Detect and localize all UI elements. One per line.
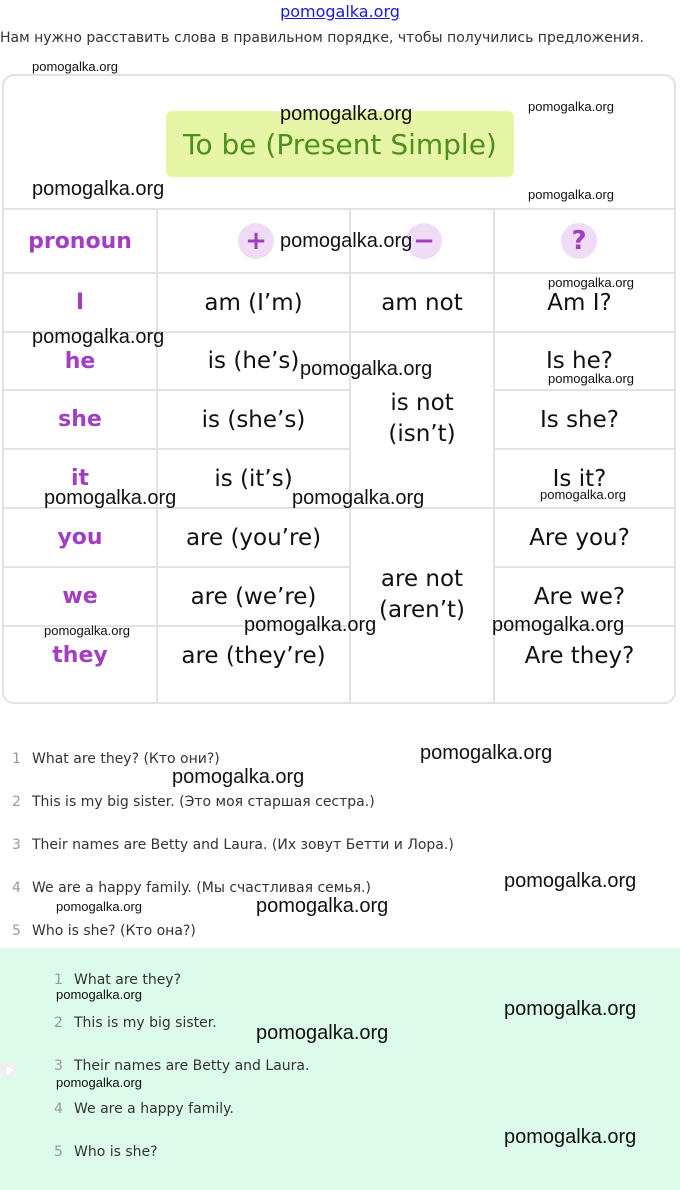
item-text: We are a happy family. (Мы счастливая семья.) xyxy=(32,880,371,896)
exercise-item xyxy=(12,880,371,896)
watermark: pomogalka.org xyxy=(540,487,626,502)
watermark: pomogalka.org xyxy=(32,59,118,74)
pronoun-cell: it xyxy=(70,466,90,491)
watermark: pomogalka.org xyxy=(32,178,165,200)
item-number: 1 xyxy=(54,972,63,988)
affirmative-cell: are (we’re) xyxy=(190,583,317,610)
watermark: pomogalka.org xyxy=(504,998,637,1020)
item-text: Who is she? (Кто она?) xyxy=(32,923,196,939)
watermark: pomogalka.org xyxy=(504,870,637,892)
watermark: pomogalka.org xyxy=(44,623,130,638)
negative-text: are not xyxy=(380,566,464,592)
item-number: 5 xyxy=(54,1144,63,1160)
exercise-item xyxy=(12,923,196,939)
negative-cell: am not xyxy=(381,289,463,316)
item-number: 4 xyxy=(54,1101,63,1117)
affirmative-cell: is (it’s) xyxy=(214,465,293,492)
answer-item xyxy=(54,1101,234,1117)
question-cell: Is she? xyxy=(540,406,619,433)
task-instruction: Нам нужно расставить слова в правильном порядке, чтобы получились предложения. xyxy=(0,30,644,46)
watermark: pomogalka.org xyxy=(56,899,142,914)
watermark: pomogalka.org xyxy=(528,99,614,114)
answer-item xyxy=(54,1058,309,1074)
item-number: 1 xyxy=(12,751,21,767)
question-cell: Are you? xyxy=(529,524,630,551)
watermark: pomogalka.org xyxy=(256,895,389,917)
watermark: pomogalka.org xyxy=(244,614,377,636)
item-number: 4 xyxy=(12,880,21,896)
item-number: 2 xyxy=(54,1015,63,1031)
watermark: pomogalka.org xyxy=(56,1075,142,1090)
affirmative-cell: are (you’re) xyxy=(185,524,322,551)
watermark: pomogalka.org xyxy=(548,371,634,386)
pronoun-cell: they xyxy=(52,643,108,668)
plus-icon: + xyxy=(238,223,274,259)
item-number: 2 xyxy=(12,794,21,810)
negative-text-short: (isn’t) xyxy=(388,421,456,447)
pronoun-cell: she xyxy=(58,407,102,432)
item-number: 3 xyxy=(54,1058,63,1074)
site-link[interactable]: pomogalka.org xyxy=(280,2,400,21)
watermark: pomogalka.org xyxy=(44,487,177,509)
item-text: This is my big sister. xyxy=(74,1015,217,1031)
question-cell: Am I? xyxy=(547,289,612,316)
affirmative-cell: am (I’m) xyxy=(204,289,303,316)
negative-text: is not xyxy=(390,390,454,416)
negative-cell xyxy=(351,388,493,450)
question-icon: ? xyxy=(561,223,597,259)
question-cell: Is he? xyxy=(545,348,613,374)
table-title: To be (Present Simple) xyxy=(166,111,514,177)
header-pronoun: pronoun xyxy=(28,228,132,254)
answer-item xyxy=(54,1144,158,1160)
item-text: This is my big sister. (Это моя старшая сестра.) xyxy=(32,794,375,810)
affirmative-cell: is (she’s) xyxy=(201,406,306,433)
exercise-item xyxy=(12,751,220,767)
watermark: pomogalka.org xyxy=(280,103,413,125)
item-text: What are they? xyxy=(74,972,182,988)
item-text: We are a happy family. xyxy=(74,1101,234,1117)
header-affirmative xyxy=(238,223,274,259)
negative-text-short: (aren’t) xyxy=(378,597,466,623)
exercise-item xyxy=(12,794,375,810)
watermark: pomogalka.org xyxy=(256,1022,389,1044)
watermark: pomogalka.org xyxy=(56,987,142,1002)
watermark: pomogalka.org xyxy=(300,358,433,380)
pronoun-cell: he xyxy=(64,348,96,374)
header-question xyxy=(561,223,597,259)
item-text: Who is she? xyxy=(74,1144,158,1160)
watermark: pomogalka.org xyxy=(420,742,553,764)
answer-item xyxy=(54,972,181,988)
watermark: pomogalka.org xyxy=(548,275,634,290)
watermark: pomogalka.org xyxy=(280,230,413,252)
question-cell: Are we? xyxy=(533,583,626,610)
minus-icon: − xyxy=(406,223,442,259)
pronoun-cell: I xyxy=(75,290,85,315)
question-cell: Is it? xyxy=(552,465,607,492)
watermark: pomogalka.org xyxy=(504,1126,637,1148)
affirmative-cell: is (he’s) xyxy=(207,348,300,374)
item-text: What are they? (Кто они?) xyxy=(32,751,220,767)
watermark: pomogalka.org xyxy=(292,487,425,509)
pronoun-cell: we xyxy=(62,584,98,609)
watermark: pomogalka.org xyxy=(32,326,165,348)
play-icon[interactable] xyxy=(0,1061,18,1079)
item-number: 5 xyxy=(12,923,21,939)
watermark: pomogalka.org xyxy=(528,187,614,202)
item-text: Their names are Betty and Laura. (Их зовут Бетти и Лора.) xyxy=(32,837,454,853)
watermark: pomogalka.org xyxy=(172,766,305,788)
affirmative-cell: are (they’re) xyxy=(181,642,326,669)
answer-item xyxy=(54,1015,217,1031)
watermark: pomogalka.org xyxy=(492,614,625,636)
pronoun-cell: you xyxy=(57,525,103,550)
item-number: 3 xyxy=(12,837,21,853)
exercise-item xyxy=(12,837,454,853)
question-cell: Are they? xyxy=(524,642,635,669)
item-text: Their names are Betty and Laura. xyxy=(74,1058,310,1074)
